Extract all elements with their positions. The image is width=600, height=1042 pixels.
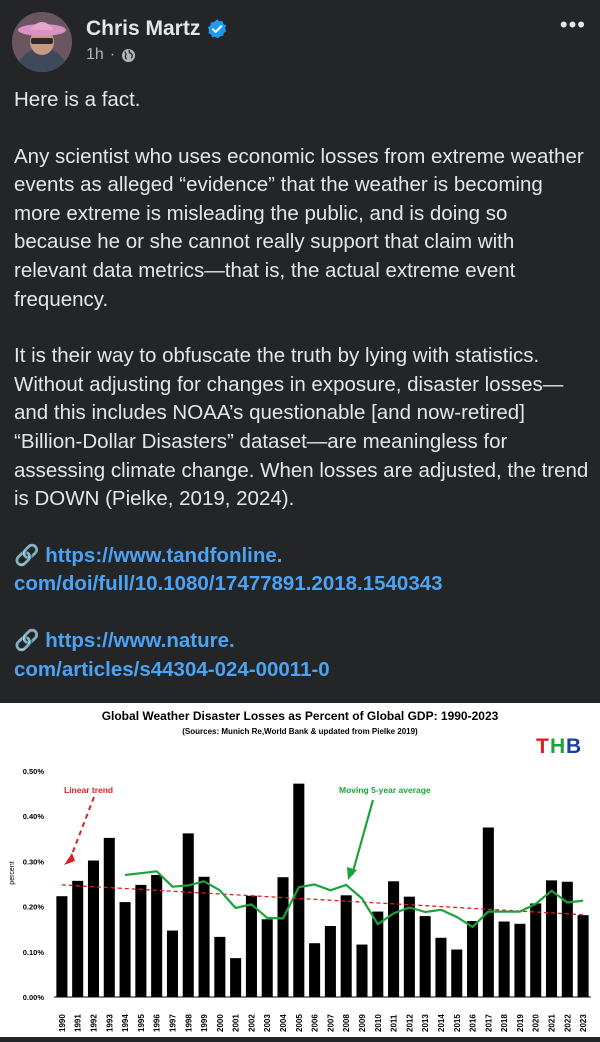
link-text-line2[interactable]: com/doi/full/10.1080/17477891.2018.1540343: [14, 572, 443, 596]
x-tick-label: 1994: [121, 1014, 131, 1032]
post-meta: [86, 46, 136, 64]
bar-2002: [246, 896, 257, 997]
meta-separator: ·: [109, 46, 116, 63]
thb-logo: [536, 735, 581, 758]
bar-2008: [341, 895, 352, 997]
x-tick-label: 1995: [136, 1014, 146, 1032]
x-tick-label: 1997: [168, 1014, 178, 1032]
x-tick-label: 2022: [563, 1014, 573, 1032]
bar-2020: [530, 903, 541, 997]
bar-1991: [72, 881, 83, 997]
more-options-icon[interactable]: •••: [559, 12, 586, 37]
bar-1997: [167, 931, 178, 997]
trend-arrow-line: [69, 797, 94, 862]
x-tick-label: 2006: [310, 1014, 320, 1032]
x-tick-label: 1999: [200, 1014, 210, 1032]
bar-2013: [420, 916, 431, 997]
bar-2005: [293, 784, 304, 997]
bar-2009: [356, 945, 367, 997]
link-icon: 🔗: [14, 628, 40, 652]
avatar[interactable]: [12, 12, 72, 72]
bar-1995: [135, 885, 146, 997]
x-tick-label: 2001: [231, 1014, 241, 1032]
x-tick-label: 2012: [405, 1014, 415, 1032]
bar-2006: [309, 943, 320, 997]
y-tick-label: 0.40%: [22, 812, 44, 822]
link-text-line2[interactable]: com/articles/s44304-024-00011-0: [14, 657, 330, 681]
x-tick-label: 1998: [184, 1014, 194, 1032]
bar-2021: [546, 880, 557, 997]
bar-2023: [578, 915, 589, 997]
x-tick-label: 2017: [484, 1014, 494, 1032]
y-tick-label: 0.10%: [22, 947, 44, 957]
bar-1994: [120, 902, 131, 997]
bar-2012: [404, 897, 415, 997]
x-tick-label: 2011: [389, 1014, 399, 1032]
chart-svg: [0, 703, 600, 1037]
x-tick-label: 1990: [57, 1014, 67, 1032]
post-link-1[interactable]: [14, 542, 590, 599]
x-tick-label: 1991: [73, 1014, 83, 1032]
logo-h: H: [550, 735, 566, 758]
moving-average-line: [125, 871, 583, 927]
annotation-linear-trend: Linear trend: [64, 785, 114, 795]
x-tick-label: 2015: [452, 1014, 462, 1032]
x-tick-label: 2020: [531, 1014, 541, 1032]
x-tick-label: 2005: [294, 1014, 304, 1032]
bar-2018: [499, 922, 510, 997]
x-tick-label: 2000: [215, 1014, 225, 1032]
chart-subtitle: (Sources: Munich Re,World Bank & updated from Pielke 2019): [182, 727, 418, 736]
bar-2014: [435, 938, 446, 997]
y-tick-label: 0.00%: [22, 993, 44, 1002]
link-icon: 🔗: [14, 543, 40, 567]
chart-title: Global Weather Disaster Losses as Percent of Global GDP: 1990-2023: [101, 709, 499, 723]
logo-t: T: [536, 735, 549, 758]
y-tick-label: 0.30%: [22, 857, 44, 867]
x-tick-label: 2016: [468, 1014, 478, 1032]
bar-2004: [277, 877, 288, 997]
annotations: [64, 785, 431, 880]
annotation-moving-average: Moving 5-year average: [339, 785, 431, 795]
x-tick-label: 1992: [89, 1014, 99, 1032]
bar-2007: [325, 926, 336, 997]
x-tick-label: 2003: [263, 1014, 273, 1032]
bar-1996: [151, 875, 162, 997]
post-header: [0, 0, 600, 80]
bar-2015: [451, 950, 462, 997]
y-tick-label: 0.50%: [22, 767, 44, 776]
x-tick-label: 2008: [342, 1014, 352, 1032]
link-text-line1[interactable]: https://www.tandfonline.: [45, 543, 283, 567]
x-tick-label: 1993: [105, 1014, 115, 1032]
post-link-2[interactable]: [14, 627, 590, 684]
bar-1999: [199, 877, 210, 997]
trend-arrow-head: [64, 853, 75, 865]
bar-1993: [104, 838, 115, 997]
ma-arrow-line: [352, 800, 373, 875]
y-axis-label: percent: [9, 861, 16, 885]
x-tick-label: 2023: [579, 1014, 589, 1032]
bar-2011: [388, 881, 399, 997]
link-text-line1[interactable]: https://www.nature.: [45, 628, 235, 652]
bar-2000: [214, 937, 225, 997]
chart-image[interactable]: [0, 703, 600, 1037]
verified-badge-icon: [206, 18, 228, 40]
bar-1998: [183, 833, 194, 997]
globe-icon: [121, 48, 136, 63]
x-tick-label: 2019: [515, 1014, 525, 1032]
x-tick-label: 2018: [500, 1014, 510, 1032]
ma-arrow-head: [347, 867, 357, 880]
post-time[interactable]: 1h: [86, 46, 104, 63]
post-paragraph: It is their way to obfuscate the truth by lying with statistics. Without adjusting for changes in exposure, disaster losses—and this includes NOAA’s questionable [and now-retired] “Billion-Dollar Disasters” dataset—are meaningless for assessing climate change. When losses are adjusted, the trend is DOWN (Pielke, 2019, 2024).: [14, 344, 589, 511]
x-tick-label: 2004: [279, 1014, 289, 1032]
x-tick-label: 2002: [247, 1014, 257, 1032]
x-tick-label: 2007: [326, 1014, 336, 1032]
x-tick-label: 2013: [421, 1014, 431, 1032]
post-body: [14, 86, 590, 684]
bar-2016: [467, 921, 478, 997]
post-paragraph: Here is a fact.: [14, 88, 141, 111]
x-tick-label: 2014: [436, 1014, 446, 1032]
y-tick-label: 0.20%: [22, 902, 44, 912]
x-tick-label: 2010: [373, 1014, 383, 1032]
author-row: [86, 17, 228, 41]
post-paragraph: Any scientist who uses economic losses from extreme weather events as alleged “evidence” that the weather is becoming more extreme is misleading the public, and is doing so because he or she cannot really support that claim with relevant data metrics—that is, the actual extreme event frequency.: [14, 144, 584, 311]
bar-2019: [514, 924, 525, 997]
bar-1990: [56, 896, 67, 997]
logo-b: B: [566, 735, 582, 758]
x-tick-label: 2021: [547, 1014, 557, 1032]
x-tick-label: 2009: [357, 1014, 367, 1032]
x-tick-label: 1996: [152, 1014, 162, 1032]
bar-2001: [230, 958, 241, 997]
author-name[interactable]: Chris Martz: [86, 17, 201, 40]
bar-1992: [88, 860, 99, 997]
bar-2003: [262, 919, 273, 997]
